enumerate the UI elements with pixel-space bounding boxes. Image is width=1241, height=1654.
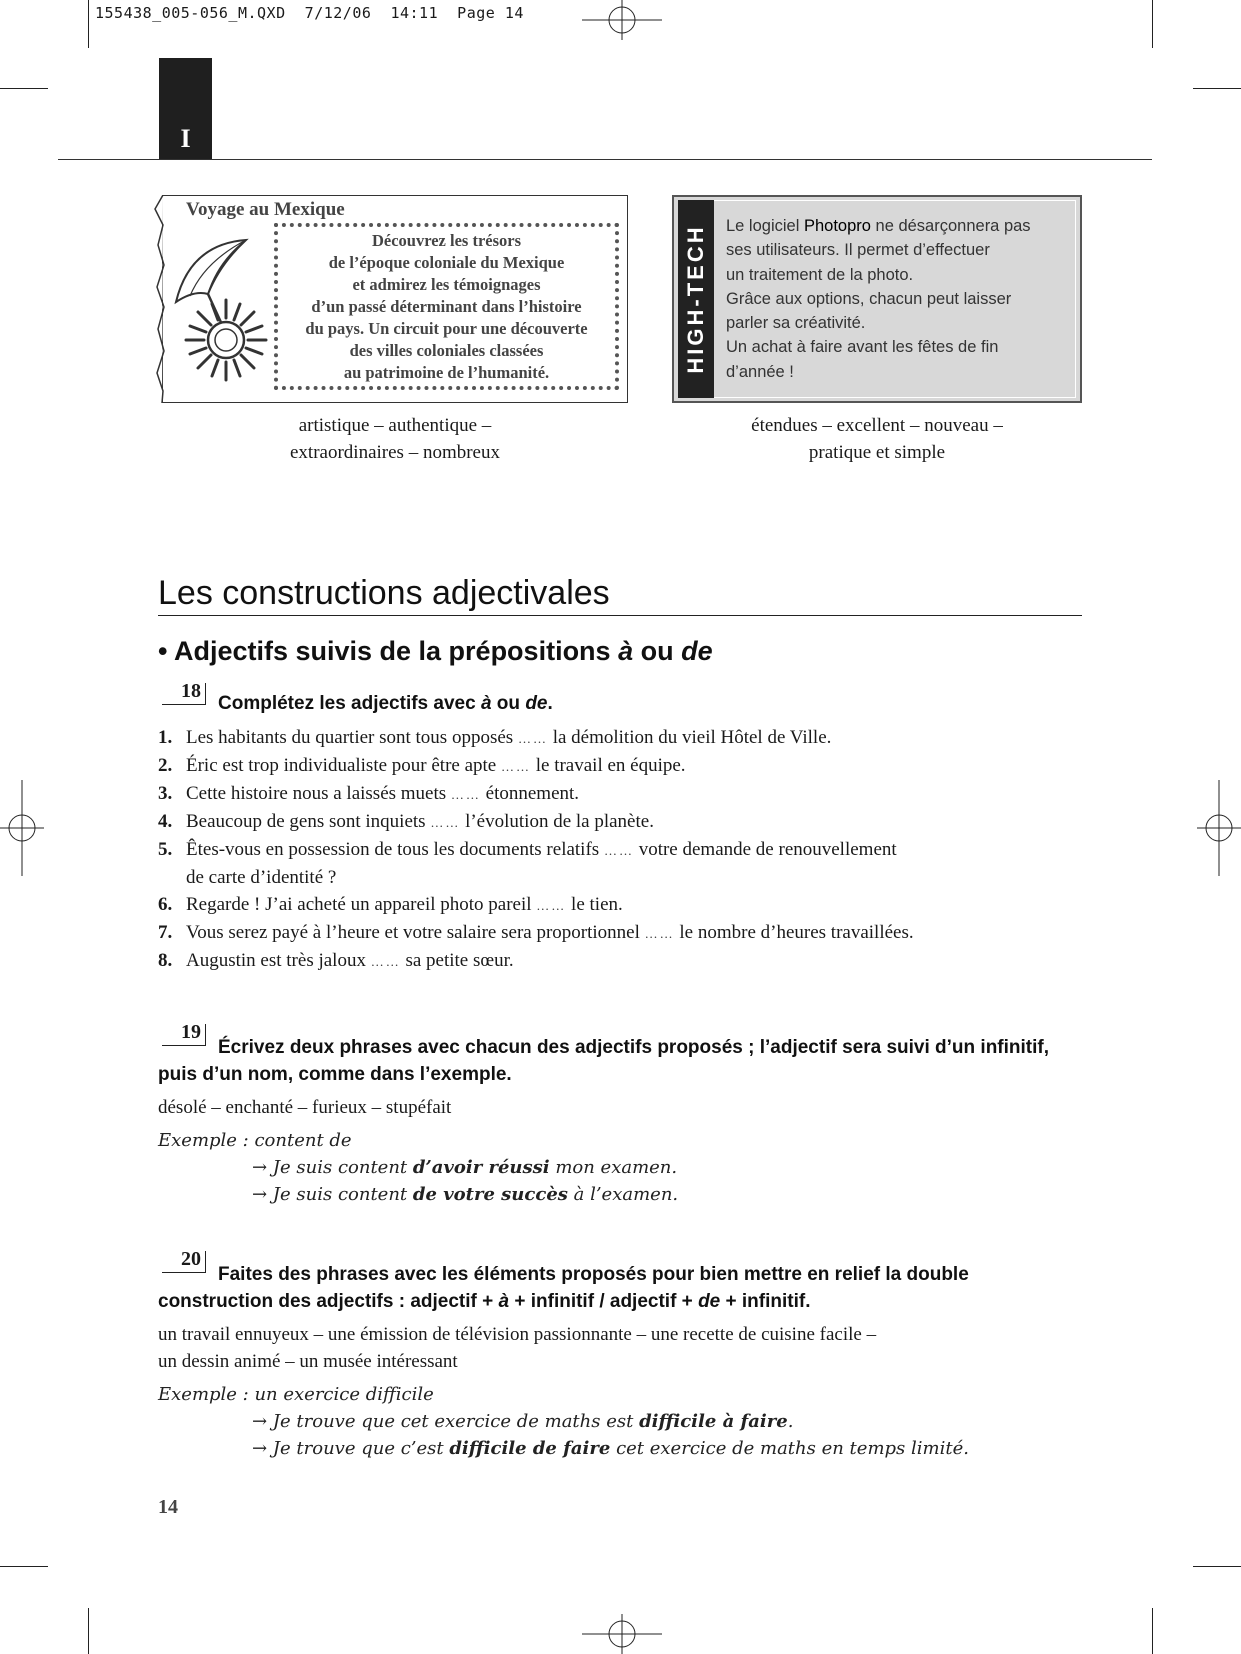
ad-line: parler sa créativité. [726,314,866,333]
item-text: de carte d’identité ? [186,867,337,888]
item-text: Les habitants du quartier sont tous opposés [186,727,518,748]
instruction-line: Écrivez deux phrases avec chacun des adjectifs proposés ; l’adjectif sera suivi d’un infinitif, [218,1037,1049,1058]
item-text: sa petite sœur. [400,950,514,971]
example-bold: difficile à faire [639,1411,788,1432]
instruction-italic: de [525,693,548,714]
print-slug: 155438_005-056_M.QXD 7/12/06 14:11 Page 14 [95,4,524,22]
top-rule [58,159,1152,160]
example-text: → Je trouve que c’est [252,1438,450,1459]
example-label: Exemple : content de [158,1130,352,1151]
exercise-19-words: désolé – enchanté – furieux – stupéfait [158,1097,452,1118]
instruction-text: + infinitif / adjectif + [509,1291,699,1312]
exercise-20-words [158,1321,876,1375]
ad-hightech-text [726,214,1076,384]
list-item [158,724,1058,752]
list-item [158,752,1058,780]
crop-mark [1152,1608,1153,1654]
page-number: 14 [158,1496,178,1518]
item-text: étonnement. [480,783,580,804]
ad-mexique-word-list [162,412,628,466]
list-item [158,919,1058,947]
ad-line [726,214,1076,238]
item-number: 3. [158,783,173,804]
item-number: 2. [158,755,173,776]
instruction-italic: à [498,1291,510,1312]
example-text: . [787,1411,794,1432]
ad-line: Découvrez les trésors [371,231,522,250]
list-item [158,780,1058,808]
subsection-italic: à [618,636,634,666]
item-text: Cette histoire nous a laissés muets [186,783,451,804]
exercise-number: 20 [181,1248,201,1270]
ad-text-fragment: Le logiciel [726,217,804,235]
ad-line: des villes coloniales classées [349,341,544,360]
item-text: Êtes-vous en possession de tous les documents relatifs [186,839,604,860]
instruction-line: Faites des phrases avec les éléments proposés pour bien mettre en relief la double [218,1264,969,1285]
blank-dots: …… [644,926,675,941]
ad-line: Grâce aux options, chacun peut laisser [726,289,1012,308]
brand-name: Photopro [803,217,871,235]
instruction-text: construction des adjectifs : adjectif + [158,1291,499,1312]
registration-mark-left [0,780,44,876]
item-text: Augustin est très jaloux [186,950,371,971]
exercise-18-items [158,724,1058,975]
word-list-line: extraordinaires – nombreux [290,442,500,463]
hightech-band [678,200,714,398]
ad-line: de l’époque coloniale du Mexique [328,253,565,272]
example-text: à l’examen. [567,1184,679,1205]
crop-mark [88,0,89,48]
item-number: 8. [158,950,173,971]
exercise-20-example [158,1381,969,1462]
section-title: Les constructions adjectivales [158,574,610,612]
ad-mexique-text [278,230,615,384]
subsection-italic: de [681,636,713,666]
ad-mexique-title: Voyage au Mexique [186,199,345,220]
item-text: la démolition du vieil Hôtel de Ville. [547,727,832,748]
example-line [158,1154,678,1181]
item-text: l’évolution de la planète. [460,811,654,832]
crop-mark [88,1608,89,1654]
exercise-instruction [158,1261,1088,1315]
exercise-number-box [162,680,206,705]
list-item [158,891,1058,919]
subsection-text: • Adjectifs suivis de la prépositions [158,636,619,666]
blank-dots: …… [370,954,401,969]
registration-mark-right [1197,780,1241,876]
section-rule [158,615,1082,616]
ad-line: au patrimoine de l’humanité. [343,363,550,382]
item-text: le nombre d’heures travaillées. [674,922,914,943]
chapter-label: I [180,124,191,153]
item-number: 4. [158,811,173,832]
example-text: cet exercice de maths en temps limité. [610,1438,969,1459]
ad-line: d’année ! [726,362,794,381]
blank-dots: …… [450,787,481,802]
instruction-text: . [547,693,553,714]
word-list-line: un dessin animé – un musée intéressant [158,1351,458,1372]
example-text: → Je suis content [252,1184,413,1205]
instruction-text: Complétez les adjectifs avec [218,693,481,714]
blank-dots: …… [536,898,567,913]
ad-line: et admirez les témoignages [352,275,541,294]
crop-mark [1193,88,1241,89]
ad-line: Un achat à faire avant les fêtes de fin [726,338,999,357]
word-list-line: pratique et simple [808,442,946,463]
item-text: votre demande de renouvellement [633,839,897,860]
instruction-text: + infinitif. [720,1291,811,1312]
ad-line: un traitement de la photo. [726,265,914,284]
item-text: le travail en équipe. [530,755,686,776]
blank-dots: …… [430,815,461,830]
exercise-instruction [218,690,553,717]
word-list-line: artistique – authentique – [298,415,492,436]
example-text: → Je suis content [252,1157,413,1178]
umbrella-sun-icon [168,232,273,397]
item-text: Vous serez payé à l’heure et votre salaire sera proportionnel [186,922,645,943]
blank-dots: …… [603,843,634,858]
chapter-tab [159,58,212,160]
example-line [158,1408,969,1435]
list-item [158,836,1058,891]
crop-mark [1193,1566,1241,1567]
word-list-line: étendues – excellent – nouveau – [751,415,1003,436]
item-text: Beaucoup de gens sont inquiets [186,811,431,832]
example-bold: de votre succès [412,1184,568,1205]
list-item [158,808,1058,836]
ad-line: ses utilisateurs. Il permet d’effectuer [726,241,990,260]
subsection-title [158,636,713,667]
ad-line: du pays. Un circuit pour une découverte [305,319,588,338]
example-label: Exemple : un exercice difficile [158,1384,434,1405]
exercise-number: 19 [181,1021,201,1043]
item-text: Regarde ! J’ai acheté un appareil photo pareil [186,894,537,915]
crop-mark [0,88,48,89]
example-line [158,1435,969,1462]
instruction-italic: de [698,1291,721,1312]
subsection-text: ou [633,636,682,666]
item-number: 6. [158,894,173,915]
exercise-19-example [158,1127,678,1208]
instruction-italic: à [480,693,492,714]
item-text: le tien. [566,894,623,915]
example-bold: difficile de faire [449,1438,611,1459]
example-line [158,1181,678,1208]
word-list-line: un travail ennuyeux – une émission de télévision passionnante – une recette de cuisine facile – [158,1324,877,1345]
instruction-line: puis d’un nom, comme dans l’exemple. [158,1064,512,1085]
exercise-number: 18 [181,680,201,702]
torn-edge [154,195,168,403]
blank-dots: …… [500,759,531,774]
example-text: mon examen. [549,1157,678,1178]
item-number: 7. [158,922,173,943]
instruction-text: ou [491,693,526,714]
list-item [158,947,1058,975]
exercise-instruction [158,1034,1088,1088]
example-bold: d’avoir réussi [412,1157,550,1178]
item-text: Éric est trop individualiste pour être apte [186,755,501,776]
hightech-band-label: HIGH-TECH [683,224,708,374]
item-number: 5. [158,839,173,860]
item-number: 1. [158,727,173,748]
registration-mark-top [582,0,662,40]
crop-mark [0,1566,48,1567]
registration-mark-bottom [582,1614,662,1654]
crop-mark [1152,0,1153,48]
ad-hightech-word-list [672,412,1082,466]
instruction-line [158,1288,1088,1315]
example-text: → Je trouve que cet exercice de maths est [252,1411,640,1432]
ad-line: d’un passé déterminant dans l’histoire [311,297,582,316]
blank-dots: …… [517,731,548,746]
ad-text-fragment: ne désarçonnera pas [870,217,1031,235]
